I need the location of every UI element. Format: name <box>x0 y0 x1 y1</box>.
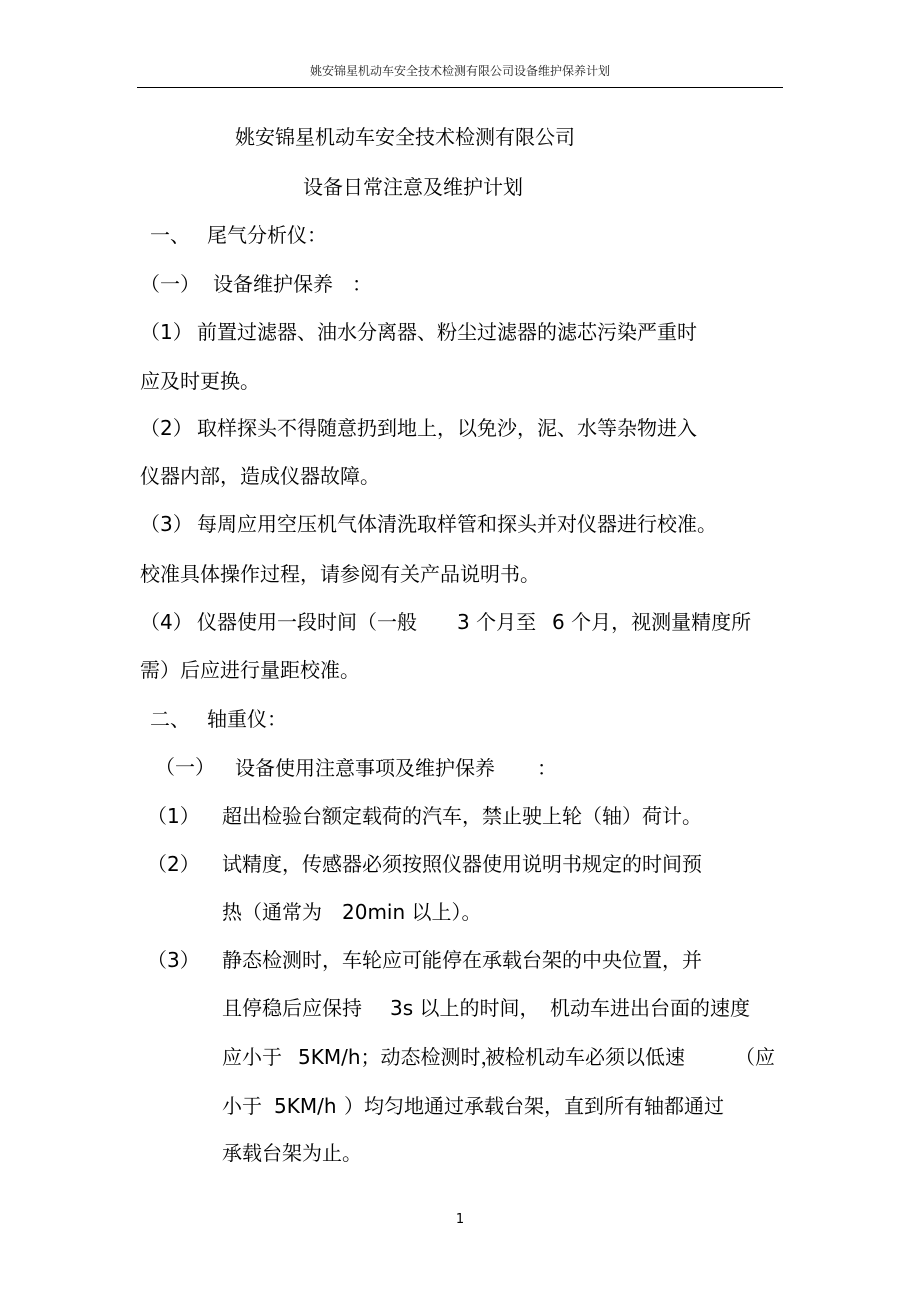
s2-item3-line3a: 应小于 <box>222 1045 282 1069</box>
s2-item3-line1: 静态检测时，车轮应可能停在承载台架的中央位置，并 <box>222 948 702 972</box>
s2-item3-line4b: 5KM/h <box>274 1094 337 1118</box>
s1-item1-line1: 前置过滤器、油水分离器、粉尘过滤器的滤芯污染严重时 <box>197 320 697 344</box>
s2-item1-line1: 超出检验台额定载荷的汽车，禁止驶上轮（轴）荷计。 <box>222 804 702 828</box>
section2-heading: 轴重仪： <box>207 707 287 731</box>
section2-sub-number: （一） <box>155 755 215 779</box>
section2-sub-colon: ： <box>537 756 557 780</box>
section1-sub-number: （一） <box>140 272 200 296</box>
s1-item2-number: （2） <box>140 416 193 440</box>
s2-item3-line2b: 3s 以上的时间， <box>390 996 540 1020</box>
s1-item3-number: （3） <box>140 512 193 536</box>
s2-item3-line2c: 机动车进出台面的速度 <box>550 996 750 1020</box>
section2-sub-heading: 设备使用注意事项及维护保养 <box>235 756 495 780</box>
page-number: 1 <box>455 1212 465 1227</box>
running-header: 姚安锦星机动车安全技术检测有限公司设备维护保养计划 <box>309 64 610 78</box>
s2-item3-line5: 承载台架为止。 <box>222 1141 362 1165</box>
header-rule <box>137 87 783 88</box>
s1-item2-line2: 仪器内部，造成仪器故障。 <box>140 464 380 488</box>
s1-item3-line2: 校准具体操作过程，请参阅有关产品说明书。 <box>140 562 540 586</box>
section1-number: 一、 <box>150 223 190 247</box>
s2-item3-line3b: 5KM/h；动态检测时， <box>298 1045 501 1069</box>
s2-item2-line2a: 热（通常为 <box>222 900 322 924</box>
s1-item4-line1c: 6 个月，视测量精度所 <box>552 610 752 634</box>
s1-item2-line1: 取样探头不得随意扔到地上，以免沙，泥、水等杂物进入 <box>197 416 697 440</box>
s2-item2-line1: 试精度，传感器必须按照仪器使用说明书规定的时间预 <box>222 852 702 876</box>
s1-item1-line2: 应及时更换。 <box>140 369 260 393</box>
s1-item4-line2: 需）后应进行量距校准。 <box>140 658 360 682</box>
document-title: 设备日常注意及维护计划 <box>303 175 523 199</box>
s2-item3-line2a: 且停稳后应保持 <box>222 996 362 1020</box>
s2-item3-line4a: 小于 <box>222 1094 262 1118</box>
section2-number: 二、 <box>150 707 190 731</box>
s1-item4-line1a: 仪器使用一段时间（一般 <box>197 610 417 634</box>
s1-item3-line1: 每周应用空压机气体清洗取样管和探头并对仪器进行校准。 <box>197 512 717 536</box>
s2-item3-number: （3） <box>147 948 200 972</box>
company-title: 姚安锦星机动车安全技术检测有限公司 <box>235 125 575 149</box>
section1-heading: 尾气分析仪： <box>207 223 327 247</box>
s2-item3-line3d: （应 <box>735 1045 775 1069</box>
s2-item3-line3c: 被检机动车必须以低速 <box>485 1045 685 1069</box>
s2-item1-number: （1） <box>147 804 200 828</box>
section1-sub-colon: ： <box>352 272 372 296</box>
s2-item2-number: （2） <box>147 852 200 876</box>
s1-item1-number: （1） <box>140 320 193 344</box>
s1-item4-number: （4） <box>140 610 193 634</box>
s2-item3-line4c: ）均匀地通过承载台架，直到所有轴都通过 <box>344 1094 724 1118</box>
section1-sub-heading: 设备维护保养 <box>213 272 333 296</box>
s2-item2-line2b: 20min 以上）。 <box>342 900 482 924</box>
s1-item4-line1b: 3 个月至 <box>457 610 537 634</box>
